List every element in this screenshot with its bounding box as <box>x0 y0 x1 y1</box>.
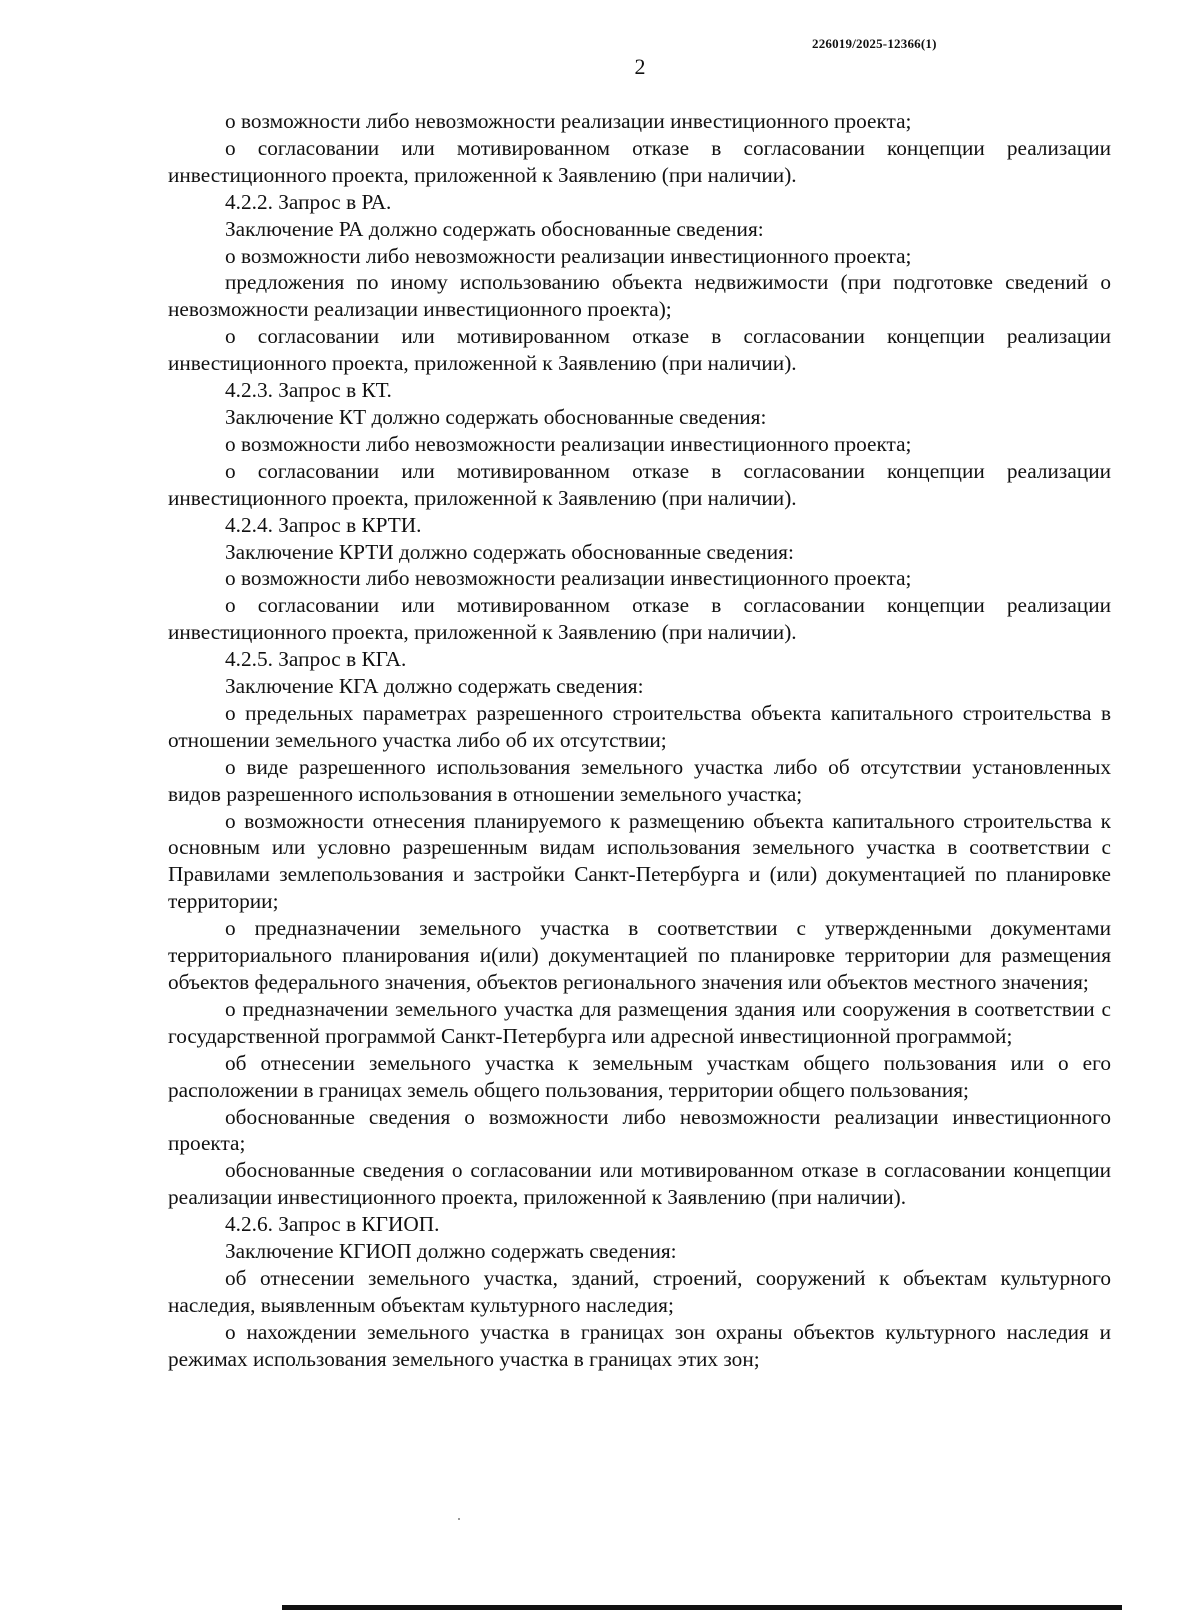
paragraph: Заключение КГА должно содержать сведения: <box>225 674 644 699</box>
paragraph: о согласовании или мотивированном отказе в согласовании концепции реализации инвестиционного проекта, приложенной к Заявлению (при наличии). <box>168 458 1111 510</box>
paragraph: обоснованные сведения о возможности либо невозможности реализации инвестиционного проекта; <box>168 1104 1111 1156</box>
paragraph: об отнесении земельного участка к земельным участкам общего пользования или о его расположении в границах земель общего пользования, территории общего пользования; <box>168 1050 1111 1102</box>
scan-edge-line <box>282 1605 1122 1610</box>
paragraph: о нахождении земельного участка в границах зон охраны объектов культурного наследия и режимах использования земельного участка в границах этих зон; <box>168 1319 1111 1371</box>
section-heading: 4.2.5. Запрос в КГА. <box>225 647 407 672</box>
paragraph: об отнесении земельного участка, зданий, строений, сооружений к объектам культурного наследия, выявленным объектам культурного наследия; <box>168 1265 1111 1317</box>
paragraph: о возможности либо невозможности реализации инвестиционного проекта; <box>225 109 912 133</box>
document-body <box>168 108 1111 1373</box>
paragraph: Заключение КРТИ должно содержать обоснованные сведения: <box>225 539 794 564</box>
paragraph: о возможности либо невозможности реализации инвестиционного проекта; <box>225 566 912 591</box>
paragraph: о предельных параметрах разрешенного строительства объекта капитального строительства в отношении земельного участка либо об их отсутствии; <box>168 700 1111 752</box>
document-registration-number: 226019/2025-12366(1) <box>812 36 937 51</box>
section-heading: 4.2.6. Запрос в КГИОП. <box>225 1212 440 1237</box>
section-heading: 4.2.2. Запрос в РА. <box>225 189 392 214</box>
paragraph: обоснованные сведения о согласовании или мотивированном отказе в согласовании концепции реализации инвестиционного проекта, приложенной к Заявлению (при наличии). <box>168 1158 1111 1210</box>
paragraph: о возможности либо невозможности реализации инвестиционного проекта; <box>225 243 912 268</box>
paragraph: Заключение КГИОП должно содержать сведения: <box>225 1239 677 1264</box>
scan-speck <box>458 1518 460 1520</box>
page-number: 2 <box>634 54 646 79</box>
paragraph: о согласовании или мотивированном отказе в согласовании концепции реализации инвестиционного проекта, приложенной к Заявлению (при наличии). <box>168 593 1111 645</box>
paragraph: о согласовании или мотивированном отказе в согласовании концепции реализации инвестиционного проекта, приложенной к Заявлению (при наличии). <box>168 135 1111 187</box>
paragraph: Заключение КТ должно содержать обоснованные сведения: <box>225 404 767 429</box>
paragraph: о возможности либо невозможности реализации инвестиционного проекта; <box>225 431 912 456</box>
paragraph: о возможности отнесения планируемого к размещению объекта капитального строительства к основным или условно разрешенным видам использования земельного участка в соответствии с Правилами землепользования и застройки Санкт-Петербурга и (или) документацией по планировке территории; <box>168 808 1111 914</box>
paragraph: о предназначении земельного участка для размещения здания или сооружения в соответствии с государственной программой Санкт-Петербурга или адресной инвестиционной программой; <box>168 996 1111 1048</box>
paragraph: о предназначении земельного участка в соответствии с утвержденными документами территориального планирования и(или) документацией по планировке территории для размещения объектов федерального значения, объектов регионального значения или объектов местного значения; <box>168 916 1111 994</box>
section-heading: 4.2.4. Запрос в КРТИ. <box>225 512 422 537</box>
paragraph: о согласовании или мотивированном отказе в согласовании концепции реализации инвестиционного проекта, приложенной к Заявлению (при наличии). <box>168 324 1111 376</box>
paragraph: о виде разрешенного использования земельного участка либо об отсутствии установленных видов разрешенного использования в отношении земельного участка; <box>168 754 1111 806</box>
section-heading: 4.2.3. Запрос в КТ. <box>225 378 392 403</box>
paragraph: Заключение РА должно содержать обоснованные сведения: <box>225 216 764 241</box>
paragraph: предложения по иному использованию объекта недвижимости (при подготовке сведений о невозможности реализации инвестиционного проекта); <box>168 270 1111 322</box>
